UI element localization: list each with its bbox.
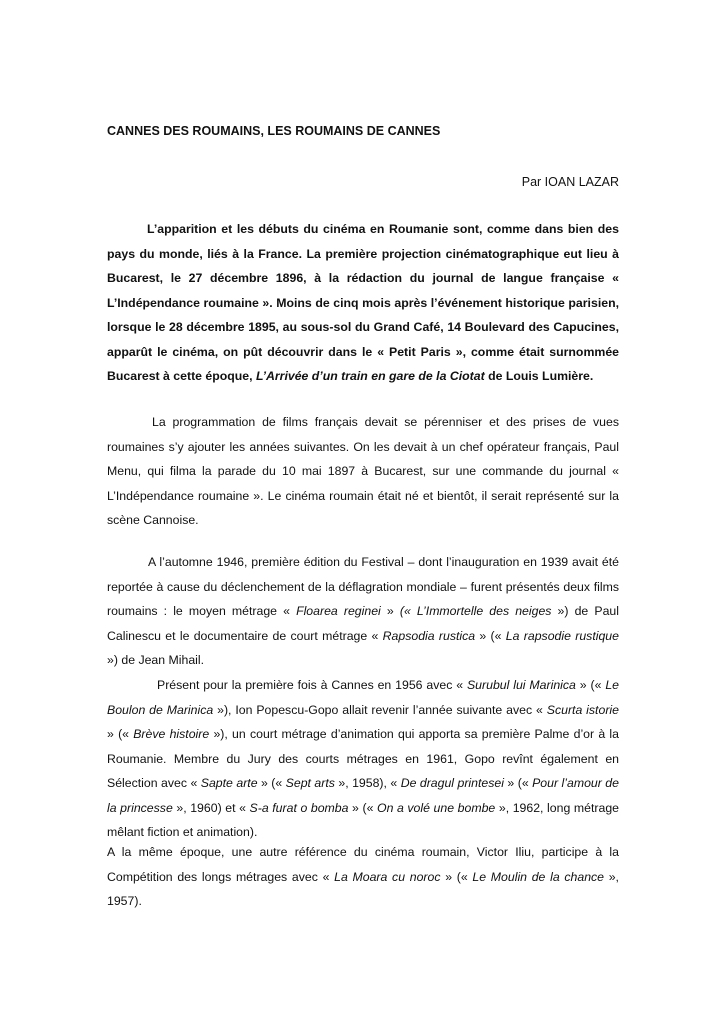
- p4-film-2: Le Boulon de Marinica: [107, 678, 619, 717]
- p5-text-c: », 1957).: [107, 869, 619, 908]
- p3-film-3: Rapsodia rustica: [382, 628, 476, 643]
- p3-text-e: ») de Jean Mihail.: [107, 653, 205, 667]
- p3-film-1: Floarea reginei: [296, 604, 381, 618]
- p4-film-1: Surubul lui Marinica: [466, 678, 576, 692]
- p3-text-b: »: [380, 604, 400, 618]
- paragraph-4: [107, 673, 619, 845]
- p4-text-e: »), un court métrage d’animation qui apporta sa première Palme d’or à la Roumanie. Membre du Jury des courts métrages en 1961, Gopo revînt également en Sélection avec «: [107, 727, 619, 790]
- paragraph-1: [107, 217, 619, 389]
- p4-text-d: » («: [107, 727, 134, 741]
- p4-film-7: De dragul printesei: [400, 776, 504, 790]
- film-title-arrivee: L’Arrivée d’un train en gare de la Ciotat: [255, 369, 485, 383]
- p3-text-d: » («: [475, 628, 506, 643]
- p5-film-1: La Moara cu noroc: [334, 869, 441, 884]
- p3-text-a: A l’automne 1946, première édition du Festival – dont l’inauguration en 1939 avait été reportée à cause du déclenchement de la déflagration mondiale – furent présentés deux films roumains : le moyen métrage «: [107, 555, 619, 618]
- p4-text-c: »), Ion Popescu-Gopo allait revenir l’année suivante avec «: [213, 702, 547, 717]
- paragraph-5: [107, 840, 619, 914]
- paragraph-1-tail: de Louis Lumière.: [484, 369, 594, 383]
- p4-text-a: Présent pour la première fois à Cannes en 1956 avec «: [157, 678, 467, 692]
- p5-film-2: Le Moulin de la chance: [472, 869, 605, 884]
- paragraph-1-text: L’apparition et les débuts du cinéma en Roumanie sont, comme dans bien des pays du monde, liés à la France. La première projection cinématographique eut lieu à Bucarest, le 27 décembre 1896, à la rédaction du journal de langue française « L’Indépendance roumaine ». Moins de cinq mois après l’événement historique parisien, lorsque le 28 décembre 1895, au sous-sol du Grand Café, 14 Boulevard des Capucines, apparût le cinéma, on pût découvrir dans le « Petit Paris », comme était surnommée Bucarest à cette époque,: [107, 222, 619, 383]
- p3-film-4: La rapsodie rustique: [505, 628, 619, 643]
- document-title: CANNES DES ROUMAINS, LES ROUMAINS DE CANNES: [107, 124, 441, 138]
- p4-text-f: » («: [257, 776, 286, 790]
- paragraph-2: [107, 410, 619, 533]
- p4-film-5: Sapte arte: [200, 776, 258, 790]
- p4-text-b: » («: [575, 678, 606, 692]
- p4-text-k: » («: [348, 800, 377, 815]
- p5-text-b: » («: [440, 869, 473, 884]
- p4-text-j: », 1960) et «: [172, 800, 250, 815]
- p5-text-a: A la même époque, une autre référence du cinéma roumain, Victor Iliu, participe à la Compétition des longs métrages avec «: [107, 845, 619, 884]
- p4-text-l: », 1962, long métrage mêlant fiction et animation).: [107, 800, 619, 839]
- p4-text-g: », 1958), «: [334, 776, 401, 790]
- p3-text-c: ») de Paul Calinescu et le documentaire de court métrage «: [107, 604, 619, 643]
- paragraph-3: [107, 550, 619, 673]
- p4-film-9: S-a furat o bomba: [249, 800, 349, 815]
- p4-film-3: Scurta istorie: [546, 702, 619, 717]
- author-line: Par IOAN LAZAR: [521, 175, 619, 189]
- paragraph-2-text: La programmation de films français devait se pérenniser et des prises de vues roumaines s’y ajouter les années suivantes. On les devait à un chef opérateur français, Paul Menu, qui filma la parade du 10 mai 1897 à Bucarest, sur une commande du journal « L’Indépendance roumaine ». Le cinéma roumain était né et bientôt, il serait représenté sur la scène Cannoise.: [107, 415, 619, 527]
- p4-text-h: » («: [503, 776, 533, 790]
- p4-film-4: Brève histoire: [133, 727, 210, 741]
- p4-film-10: On a volé une bombe: [377, 800, 496, 815]
- p4-film-8: Pour l’amour de la princesse: [107, 776, 619, 815]
- p3-film-2: (« L’Immortelle des neiges: [399, 604, 552, 618]
- p4-film-6: Sept arts: [285, 776, 335, 790]
